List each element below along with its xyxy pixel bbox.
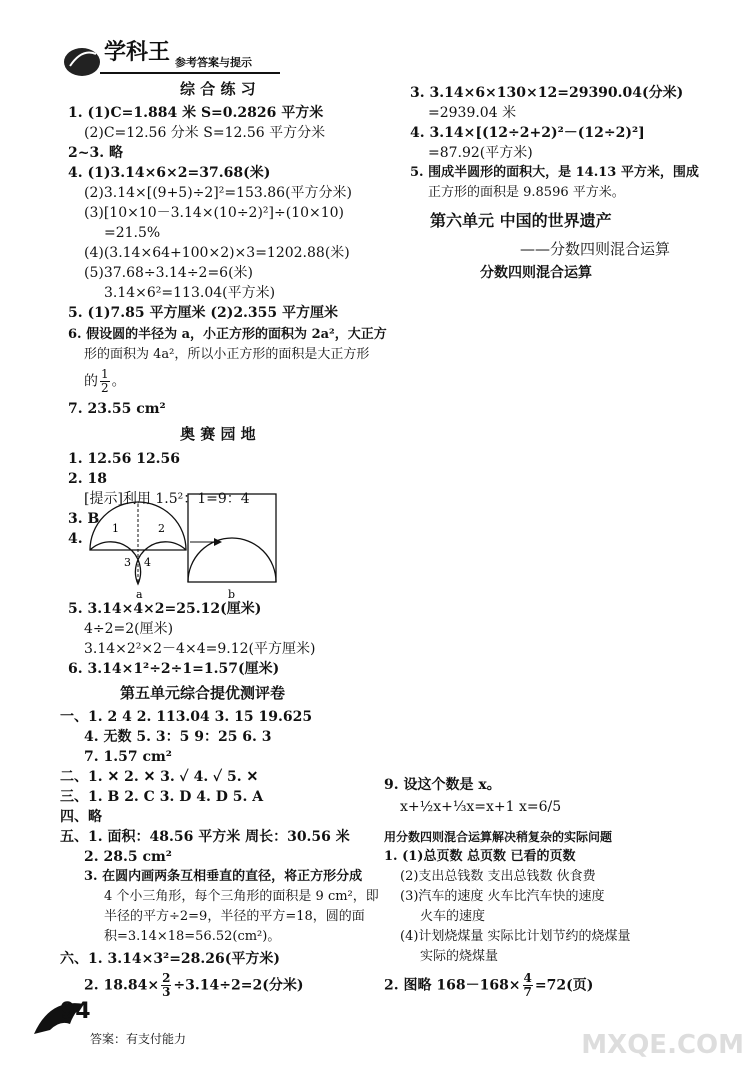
answer-line: 积=3.14×18=56.52(cm²)。 <box>104 929 281 944</box>
answer-line: (4)(3.14×64+100×2)×3=1202.88(米) <box>84 245 350 261</box>
answer-line: 半径的平方÷2=9，半径的平方=18，圆的面 <box>104 909 365 924</box>
header-rule <box>100 72 280 74</box>
fraction: $\frac{4}{7}$ <box>523 971 532 999</box>
fraction-answers <box>384 284 724 764</box>
answer-line: 六、1. 3.14×3²=28.26(平方米) <box>60 951 281 967</box>
answer-line: =87.92(平方米) <box>428 145 533 161</box>
answer-line: 3. 在圆内画两条互相垂直的直径，将正方形分成 <box>84 869 363 884</box>
answer-line: 2. 28.5 cm² <box>84 849 172 865</box>
answer-line: 3.14×2²×2－4×4=9.12(平方厘米) <box>84 641 316 657</box>
answer-line: 3.14×6²=113.04(平方米) <box>104 285 276 301</box>
answer-line: x+½x+⅓x=x+1 x=6/5 <box>400 799 562 815</box>
header-subtitle: 参考答案与提示 <box>175 56 252 69</box>
page-number: 94 <box>60 999 91 1024</box>
answer-line: 4. 无数 5. 3：5 9：25 6. 3 <box>84 729 272 745</box>
answer-line: [提示]利用 1.5²：1=9：4 <box>84 491 250 507</box>
answer-line: 形的面积为 4a²，所以小正方形的面积是大正方形 <box>84 347 370 362</box>
publisher-logo <box>62 44 102 82</box>
answer-line: (2)支出总钱数 支出总钱数 伙食费 <box>400 869 596 884</box>
answer-line: 6. 假设圆的半径为 a，小正方形的面积为 2a²，大正方 <box>68 327 387 342</box>
answer-line: 7. 23.55 cm² <box>68 401 166 417</box>
figure-label: a <box>136 588 143 601</box>
section-title: 综 合 练 习 <box>180 80 256 98</box>
answer-line: =2939.04 米 <box>428 105 517 121</box>
answer-line: 4. (1)3.14×6×2=37.68(米) <box>68 165 271 181</box>
book-logo-icon <box>62 44 102 78</box>
answer-line: 9. 设这个数是 x。 <box>384 777 501 793</box>
watermark: MXQE.COM <box>581 1030 744 1060</box>
answer-line: 实际的烧煤量 <box>420 949 499 964</box>
section-title: 第五单元综合提优测评卷 <box>120 684 286 702</box>
answer-line: 5. (1)7.85 平方厘米 (2)2.355 平方厘米 <box>68 305 339 321</box>
geometry-figure <box>84 490 284 601</box>
answer-line: 2. 18.84× $\frac{2}{3}$ ÷3.14÷2=2(分米) <box>84 971 304 999</box>
answer-line: (3)汽车的速度 火车比汽车快的速度 <box>400 889 605 904</box>
answer-line: (5)37.68÷3.14÷2=6(米) <box>84 265 254 281</box>
figure-label: 1 <box>112 522 119 535</box>
unit-title: 第六单元 中国的世界遗产 <box>430 211 612 230</box>
fraction: $\frac{2}{3}$ <box>162 971 171 999</box>
figure-label: b <box>228 588 236 601</box>
answer-line: 的 $\frac{1}{2}$ 。 <box>84 367 126 395</box>
section-title: 奥 赛 园 地 <box>180 425 256 443</box>
answer-line: 5. 3.14×4×2=25.12(厘米) <box>68 601 262 617</box>
answer-line: 2~3. 略 <box>68 145 123 161</box>
answer-line: 2. 图略 168－168× $\frac{4}{7}$ =72(页) <box>384 971 594 999</box>
section-title: 分数四则混合运算 <box>480 265 592 281</box>
answer-line: 1. 12.56 12.56 <box>68 451 181 467</box>
footer-text: 答案：有支付能力 <box>90 1032 187 1046</box>
answer-line: 6. 3.14×1²÷2÷1=1.57(厘米) <box>68 661 280 677</box>
answer-line: 5. 围成半圆形的面积大，是 14.13 平方米，围成 <box>410 165 699 180</box>
figure-label: 4 <box>144 556 151 569</box>
answer-line: 四、略 <box>60 809 102 825</box>
answer-line: =21.5% <box>104 225 161 241</box>
answer-line: 4 个小三角形，每个三角形的面积是 9 cm²，即 <box>104 889 379 904</box>
answer-line: 二、1. ✕ 2. ✕ 3. ✓ 4. ✓ 5. ✕ <box>60 769 259 785</box>
answer-line: 4. 3.14×[(12÷2+2)²－(12÷2)²] <box>410 125 645 141</box>
answer-line: 一、1. 2 4 2. 113.04 3. 15 19.625 <box>60 709 313 725</box>
answer-line: 三、1. B 2. C 3. D 4. D 5. A <box>60 789 264 805</box>
answer-line: 五、1. 面积：48.56 平方米 周长：30.56 米 <box>60 829 350 845</box>
fraction: $\frac{1}{2}$ <box>101 367 109 395</box>
figure-label: 2 <box>158 522 165 535</box>
answer-line: 1. (1)总页数 总页数 已看的页数 <box>384 849 576 864</box>
answer-line: 火车的速度 <box>420 909 486 924</box>
answer-line: (4)计划烧煤量 实际比计划节约的烧煤量 <box>400 929 631 944</box>
section-title: 用分数四则混合运算解决稍复杂的实际问题 <box>384 830 613 844</box>
answer-line: 1. (1)C=1.884 米 S=0.2826 平方米 <box>68 105 324 121</box>
answer-line: 3. B <box>68 511 100 527</box>
figure-label: 3 <box>124 556 131 569</box>
answer-line: (2)3.14×[(9+5)÷2]²=153.86(平方分米) <box>84 185 353 201</box>
answer-line: 4. <box>68 531 83 547</box>
answer-line: (3)[10×10－3.14×(10÷2)²]÷(10×10) <box>84 205 345 221</box>
answer-line: 4÷2=2(厘米) <box>84 621 174 637</box>
answer-line: (2)C=12.56 分米 S=12.56 平方分米 <box>84 125 326 141</box>
answer-line: 正方形的面积是 9.8596 平方米。 <box>428 185 625 200</box>
answer-line: 2. 18 <box>68 471 107 487</box>
answer-line: 3. 3.14×6×130×12=29390.04(分米) <box>410 85 684 101</box>
unit-subtitle: ——分数四则混合运算 <box>520 240 671 258</box>
logo-text: 学科王 <box>104 40 171 65</box>
answer-line: 7. 1.57 cm² <box>84 749 172 765</box>
